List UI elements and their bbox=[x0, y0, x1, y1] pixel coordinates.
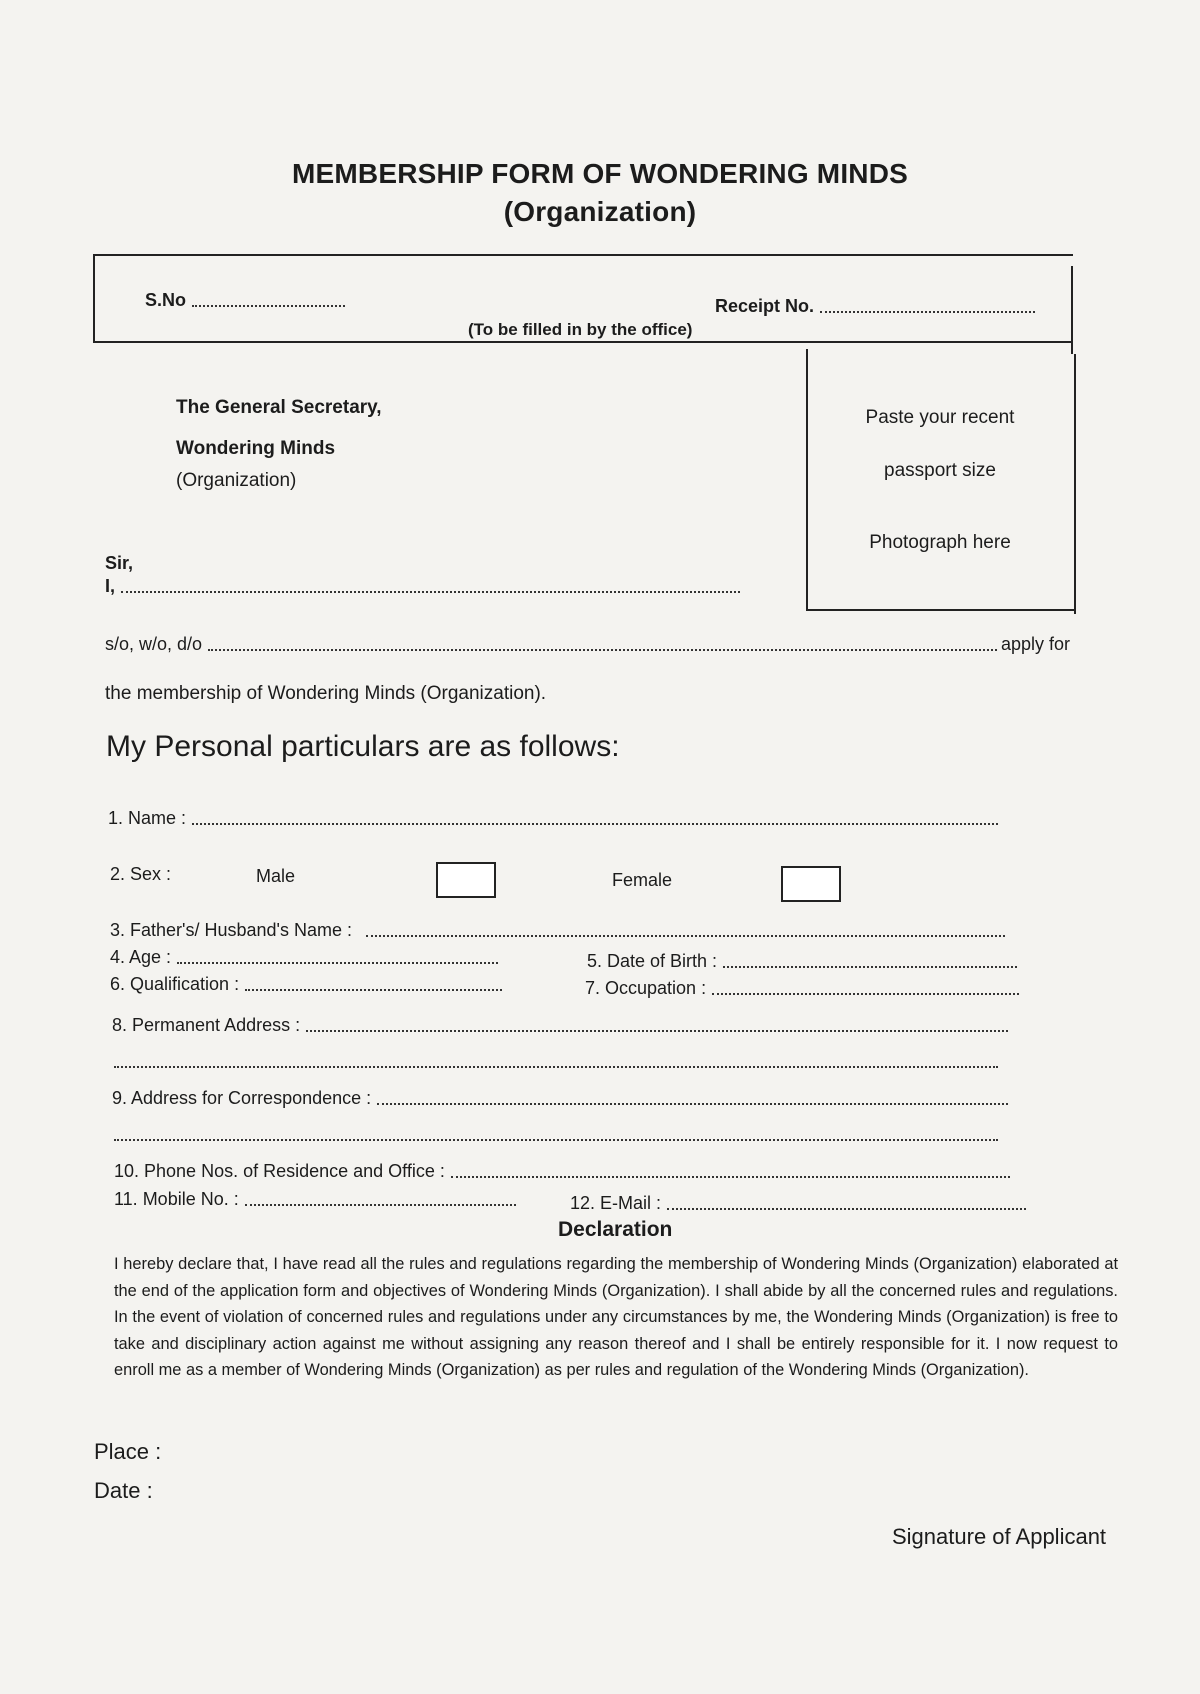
permanent-address-field[interactable] bbox=[112, 1015, 1008, 1036]
female-label: Female bbox=[612, 870, 673, 890]
qualification-label: 6. Qualification : bbox=[110, 974, 240, 994]
receipt-label: Receipt No. bbox=[715, 296, 815, 316]
declaration-text: I hereby declare that, I have read all the rules and regulations regarding the membership of Wondering Minds (Organization) elaborated at the end of the application form and objectives of Wondering Minds (Organization). I shall abide by all the concerned rules and regulations. In the event of violation of concerned rules and regulations under any circumstances by me, the Wondering Minds (Organization) is free to take and disciplinary action against me without assigning any reason thereof and I shall be entirely responsible for it. I now request to enroll me as a member of Wondering Minds (Organization) as per rules and regulation of the Wondering Minds (Organization). bbox=[114, 1255, 1118, 1379]
addressee-line1: The General Secretary, bbox=[176, 397, 382, 418]
email-label: 12. E-Mail : bbox=[570, 1193, 662, 1213]
particulars-heading: My Personal particulars are as follows: bbox=[106, 730, 620, 763]
photo-text-line2: passport size bbox=[884, 460, 996, 481]
correspondence-address-field[interactable] bbox=[112, 1088, 1008, 1109]
apply-for-text: apply for bbox=[1000, 634, 1070, 654]
place-label: Place : bbox=[94, 1439, 162, 1464]
i-label: I, bbox=[105, 576, 116, 596]
qualification-field[interactable] bbox=[110, 974, 502, 995]
occupation-field[interactable] bbox=[585, 978, 1019, 999]
date-of-birth-label: 5. Date of Birth : bbox=[587, 951, 718, 971]
applicant-name-line[interactable] bbox=[105, 576, 740, 597]
permanent-address-label: 8. Permanent Address : bbox=[112, 1015, 301, 1035]
membership-line: the membership of Wondering Minds (Organization). bbox=[105, 683, 547, 704]
declaration-heading: Declaration bbox=[558, 1218, 673, 1241]
sno-label: S.No bbox=[145, 290, 187, 310]
date-label: Date : bbox=[94, 1478, 153, 1503]
male-label: Male bbox=[256, 866, 296, 886]
phone-field[interactable] bbox=[114, 1161, 1010, 1182]
mobile-label: 11. Mobile No. : bbox=[114, 1189, 239, 1209]
addressee-line3: (Organization) bbox=[176, 470, 297, 491]
mobile-field[interactable] bbox=[114, 1189, 516, 1210]
form-title: MEMBERSHIP FORM OF WONDERING MINDS bbox=[291, 158, 909, 189]
email-field[interactable] bbox=[570, 1193, 1026, 1214]
receipt-field[interactable] bbox=[715, 296, 1035, 317]
permanent-address-line2[interactable] bbox=[114, 1066, 998, 1068]
form-subtitle: (Organization) bbox=[503, 196, 697, 227]
sex-label: 2. Sex : bbox=[110, 864, 172, 884]
age-field[interactable] bbox=[110, 947, 498, 968]
name-field[interactable] bbox=[108, 808, 998, 829]
father-husband-name-label: 3. Father's/ Husband's Name : bbox=[110, 920, 352, 940]
age-label: 4. Age : bbox=[110, 947, 172, 967]
office-note: (To be filled in by the office) bbox=[468, 320, 693, 339]
sno-field[interactable] bbox=[145, 290, 345, 311]
correspondence-address-line2[interactable] bbox=[114, 1139, 998, 1141]
phone-label: 10. Phone Nos. of Residence and Office : bbox=[114, 1161, 445, 1181]
addressee-line2: Wondering Minds bbox=[176, 438, 336, 459]
photo-text-line1: Paste your recent bbox=[865, 407, 1015, 428]
signature-label: Signature of Applicant bbox=[892, 1524, 1107, 1549]
male-checkbox[interactable] bbox=[436, 862, 496, 898]
name-label: 1. Name : bbox=[108, 808, 187, 828]
father-husband-name-field[interactable] bbox=[110, 920, 1005, 941]
photo-text-line3: Photograph here bbox=[869, 532, 1011, 553]
date-of-birth-field[interactable] bbox=[587, 951, 1017, 972]
female-checkbox[interactable] bbox=[781, 866, 841, 902]
correspondence-address-label: 9. Address for Correspondence : bbox=[112, 1088, 372, 1108]
relation-label: s/o, w/o, d/o bbox=[105, 634, 203, 654]
occupation-label: 7. Occupation : bbox=[585, 978, 707, 998]
salutation: Sir, bbox=[105, 553, 134, 573]
relation-field[interactable] bbox=[105, 634, 1070, 655]
